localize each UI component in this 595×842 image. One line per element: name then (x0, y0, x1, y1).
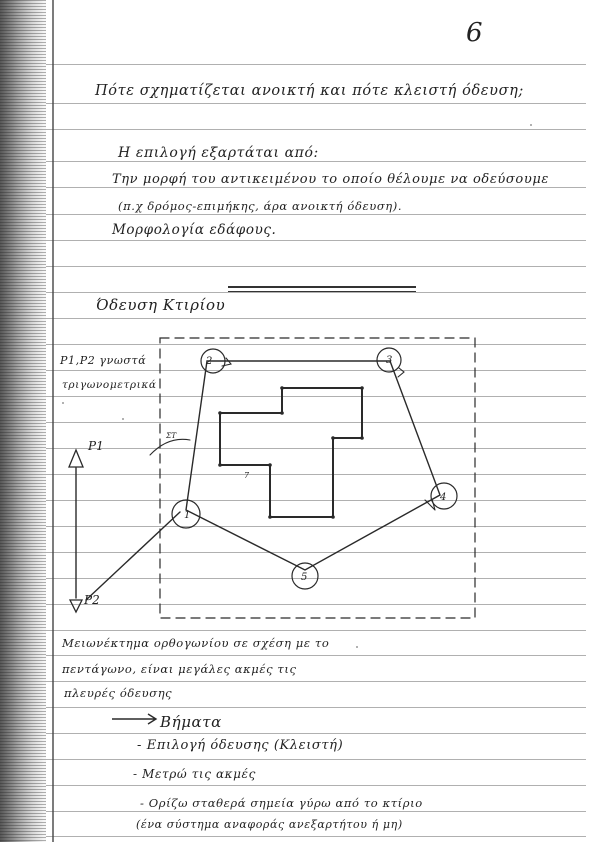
section-title: Όδευση Κτιρίου (96, 296, 226, 314)
answer-line-3: (π.χ δρόμος-επιμήκης, άρα ανοικτή όδευση). (118, 199, 403, 213)
station-5-label: 5 (301, 572, 308, 583)
station-4-label: 4 (440, 492, 447, 503)
body-line-1: Μειωνέκτημα ορθογωνίου σε σχέση με το (62, 636, 330, 650)
steps-heading: Βήματα (160, 713, 222, 731)
answer-line-2: Την μορφή του αντικειμένου το οποίο θέλουμε να οδεύσουμε (112, 172, 549, 187)
step-2: - Μετρώ τις ακμές (133, 767, 256, 781)
body-line-3: πλευρές όδευσης (64, 686, 173, 700)
page-number: 6 (466, 18, 484, 48)
step-3: - Ορίζω σταθερά σημεία γύρω από το κτίριο (140, 796, 423, 810)
body-line-2: πεντάγωνο, είναι μεγάλες ακμές τις (62, 662, 297, 676)
side-note-line-1: Ρ1,Ρ2 γνωστά (60, 354, 147, 367)
angle-label: ΣΤ (166, 431, 177, 440)
question-line: Πότε σχηματίζεται ανοικτή και πότε κλειστή όδευση; (95, 83, 524, 99)
station-3-label: 3 (386, 355, 393, 366)
step-1: - Επιλογή όδευσης (Κλειστή) (137, 738, 344, 753)
station-1-label: 1 (184, 510, 191, 521)
benchmark-p1-label: Ρ1 (88, 439, 104, 453)
step-4: (ένα σύστημα αναφοράς ανεξαρτήτου ή μη) (136, 818, 403, 831)
answer-line-1: Η επιλογή εξαρτάται από: (118, 145, 319, 161)
side-note-line-2: τριγωνομετρικά (62, 379, 157, 391)
station-2-label: 2 (206, 356, 213, 367)
benchmark-p2-label: Ρ2 (84, 593, 100, 607)
building-label: 7 (244, 471, 250, 480)
answer-line-4: Μορφολογία εδάφους. (112, 222, 277, 238)
